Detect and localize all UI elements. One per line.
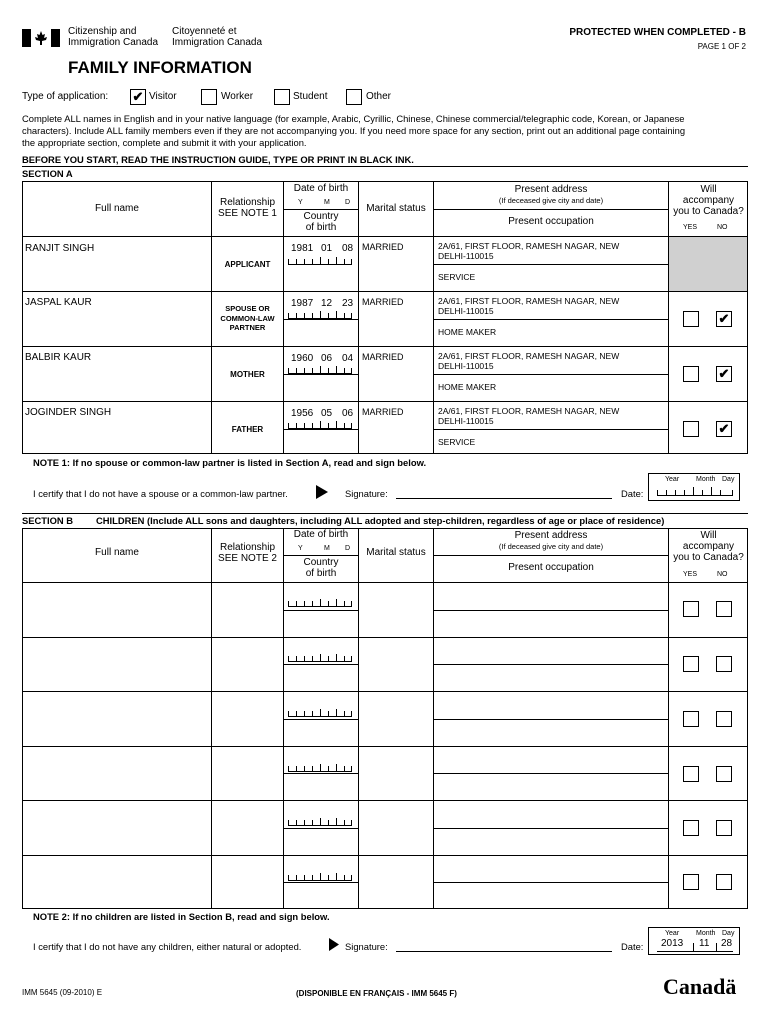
note-1-signature-line[interactable] (396, 498, 612, 499)
row2-address-2: DELHI-110015 (438, 306, 494, 316)
visitor-checkbox[interactable]: ✔ (130, 89, 146, 105)
b-row1-will-no-checkbox[interactable] (716, 601, 732, 617)
header-will (669, 184, 748, 217)
b-header-address-note: (If deceased give city and date) (498, 542, 604, 551)
note-1-date-month-label: Month (696, 476, 716, 483)
b-row4-will-no-checkbox[interactable] (716, 766, 732, 782)
instructions (22, 113, 748, 149)
b-header-d: D (345, 545, 351, 552)
b-header-country-2: of birth (305, 568, 337, 579)
page-number: PAGE 1 OF 2 (697, 42, 746, 51)
row1-address-2: DELHI-110015 (438, 251, 494, 261)
row4-will-no-checkbox[interactable]: ✔ (716, 421, 732, 437)
other-label: Other (366, 91, 392, 102)
note-2-date-month: 11 (699, 938, 710, 949)
b-header-relationship-2: SEE NOTE 2 (218, 553, 277, 564)
row1-dob-ticks (288, 258, 352, 265)
applicant-will-shaded (669, 237, 747, 291)
note-1: NOTE 1: If no spouse or common-law partner is listed in Section A, read and sign below. (33, 457, 427, 468)
note-2-date-year-label: Year (665, 930, 680, 937)
note-1-date-box[interactable] (648, 473, 740, 501)
header-m: M (324, 199, 330, 206)
instruction-line-2: characters). Include ALL family members even if they are not accompanying you. If you need more space for any section, print out an additional page containing (22, 125, 686, 136)
instruction-line-3: the appropriate section, complete and submit it with your application. (22, 137, 307, 148)
b-row4-will-yes-checkbox[interactable] (683, 766, 699, 782)
b-row2-will-no-checkbox[interactable] (716, 656, 732, 672)
header-occupation: Present occupation (508, 216, 594, 227)
row3-address-1: 2A/61, FIRST FLOOR, RAMESH NAGAR, NEW (438, 351, 620, 361)
section-b-subtitle: CHILDREN (Include ALL sons and daughters, including ALL adopted and step-children, regardless of age or place of residence) (96, 515, 665, 526)
canada-flag-icon (22, 29, 60, 47)
header-will-1: Will (700, 184, 717, 195)
note-2-signature-line[interactable] (396, 951, 612, 952)
form-id: IMM 5645 (09-2010) E (22, 988, 103, 997)
dept-fr-line2: Immigration Canada (172, 37, 263, 48)
b-header-address: Present address (514, 530, 588, 541)
row2-relationship (212, 304, 283, 333)
note-1-date-year-label: Year (665, 476, 680, 483)
note-2-certify: I certify that I do not have any children, either natural or adopted. (33, 941, 302, 952)
b-row4-dob-ticks[interactable] (288, 765, 352, 772)
header-no: NO (717, 224, 728, 231)
header-will-3: you to Canada? (673, 206, 744, 217)
row2-dob-d[interactable]: 23 (342, 298, 354, 309)
note-1-signature-label: Signature: (345, 488, 388, 499)
other-checkbox[interactable] (346, 89, 362, 105)
worker-checkbox[interactable] (201, 89, 217, 105)
b-header-yes: YES (683, 571, 698, 578)
row1-marital[interactable]: MARRIED (362, 242, 404, 252)
b-row3-dob-ticks[interactable] (288, 710, 352, 717)
row4-dob-ticks (288, 422, 352, 429)
b-header-full-name: Full name (95, 547, 139, 558)
b-row6-dob-ticks[interactable] (288, 874, 352, 881)
header-country (284, 211, 358, 233)
b-header-will-1: Will (700, 530, 717, 541)
b-row3-will-yes-checkbox[interactable] (683, 711, 699, 727)
note-1-certify: I certify that I do not have a spouse or a common-law partner. (33, 488, 288, 499)
note-2-date-day-label: Day (722, 930, 735, 937)
row2-dob-ticks (288, 312, 352, 319)
note-2-date-year: 2013 (661, 938, 684, 949)
row4-address-1: 2A/61, FIRST FLOOR, RAMESH NAGAR, NEW (438, 406, 620, 416)
b-row5-dob-ticks[interactable] (288, 819, 352, 826)
row3-occupation[interactable]: HOME MAKER (438, 382, 497, 392)
b-header-relationship-1: Relationship (219, 542, 276, 553)
b-header-m: M (324, 545, 330, 552)
instruction-line-1: Complete ALL names in English and in your native language (for example, Arabic, Cyrillic, Chinese, Chinese commercial/telegraphic code, Korean, or Japanese (22, 113, 685, 124)
header-y: Y (298, 199, 303, 206)
row2-address[interactable] (438, 296, 619, 316)
note-1-date-ticks (657, 489, 733, 496)
b-header-country-1: Country (303, 557, 339, 568)
row3-dob-ticks (288, 367, 352, 374)
row2-marital[interactable]: MARRIED (362, 297, 404, 307)
header-relationship-2: SEE NOTE 1 (218, 208, 277, 219)
note-2-date-label: Date: (621, 941, 644, 952)
row4-dob-m[interactable]: 05 (321, 408, 333, 419)
note-2-date-day: 28 (721, 938, 733, 949)
dept-en-line2: Immigration Canada (68, 37, 159, 48)
row3-dob-d[interactable]: 04 (342, 353, 354, 364)
instruction-bold: BEFORE YOU START, READ THE INSTRUCTION GUIDE, TYPE OR PRINT IN BLACK INK. (22, 154, 414, 165)
row4-dob-d[interactable]: 06 (342, 408, 354, 419)
row3-will-yes-checkbox[interactable] (683, 366, 699, 382)
protected-label: PROTECTED WHEN COMPLETED - B (569, 27, 746, 38)
section-b-title-text: SECTION B (22, 515, 74, 526)
note-2-date-box[interactable] (648, 927, 740, 955)
arrow-right-icon (316, 485, 328, 499)
row1-occupation[interactable]: SERVICE (438, 272, 476, 282)
b-row2-dob-ticks[interactable] (288, 655, 352, 662)
row3-dob-m[interactable]: 06 (321, 353, 333, 364)
b-header-no: NO (717, 571, 728, 578)
b-row1-dob-ticks[interactable] (288, 600, 352, 607)
section-a-title: SECTION A (22, 168, 73, 179)
b-row5-will-no-checkbox[interactable] (716, 820, 732, 836)
b-row3-will-no-checkbox[interactable] (716, 711, 732, 727)
row3-marital[interactable]: MARRIED (362, 352, 404, 362)
row2-occupation[interactable]: HOME MAKER (438, 327, 497, 337)
header-yes: YES (683, 224, 698, 231)
row1-address[interactable] (438, 241, 619, 261)
row2-will-yes-checkbox[interactable] (683, 311, 699, 327)
department-name-french (172, 26, 262, 48)
note-1-date-label: Date: (621, 488, 644, 499)
row4-occupation[interactable]: SERVICE (438, 437, 476, 447)
header-marital: Marital status (366, 203, 426, 214)
row1-address-1: 2A/61, FIRST FLOOR, RAMESH NAGAR, NEW (438, 241, 620, 251)
row2-rel-3: PARTNER (229, 323, 266, 332)
french-availability: (DISPONIBLE EN FRANÇAIS - IMM 5645 F) (296, 989, 457, 998)
row3-address-2: DELHI-110015 (438, 361, 494, 371)
visitor-label: Visitor (149, 91, 177, 102)
canada-wordmark: Canadä (663, 974, 737, 999)
b-header-will (669, 530, 748, 563)
note-2-date-month-label: Month (696, 930, 716, 937)
header-country-2: of birth (305, 222, 337, 233)
row3-address[interactable] (438, 351, 619, 371)
row3-name[interactable]: BALBIR KAUR (25, 352, 92, 363)
header-country-1: Country (303, 211, 339, 222)
dept-en-line1: Citizenship and (68, 26, 137, 37)
row4-will-yes-checkbox[interactable] (683, 421, 699, 437)
row3-dob-y[interactable]: 1960 (291, 353, 314, 364)
arrow-right-icon-2 (329, 938, 339, 951)
note-2: NOTE 2: If no children are listed in Section B, read and sign below. (33, 911, 330, 922)
row4-address[interactable] (438, 406, 619, 426)
header-d: D (345, 199, 351, 206)
note-1-date-day-label: Day (722, 476, 735, 483)
header-relationship (212, 197, 283, 219)
row3-relationship: MOTHER (230, 370, 265, 379)
row4-name[interactable]: JOGINDER SINGH (25, 407, 112, 418)
b-header-will-2: accompany (682, 541, 735, 552)
row4-dob-y[interactable]: 1956 (291, 408, 314, 419)
header-dob: Date of birth (293, 183, 349, 194)
b-row1-will-yes-checkbox[interactable] (683, 601, 699, 617)
row4-marital[interactable]: MARRIED (362, 407, 404, 417)
b-header-will-3: you to Canada? (673, 552, 744, 563)
row2-name[interactable]: JASPAL KAUR (25, 297, 92, 308)
row3-will-no-checkbox[interactable]: ✔ (716, 366, 732, 382)
b-row6-will-yes-checkbox[interactable] (683, 874, 699, 890)
b-row5-will-yes-checkbox[interactable] (683, 820, 699, 836)
row2-rel-2: COMMON-LAW (220, 313, 275, 323)
student-label: Student (293, 91, 328, 102)
dept-fr-line1: Citoyenneté et (172, 26, 237, 37)
row1-dob-d[interactable]: 08 (342, 243, 354, 254)
department-name-english (68, 26, 158, 48)
note-2-signature-label: Signature: (345, 941, 388, 952)
page-title: FAMILY INFORMATION (68, 58, 252, 77)
header-address: Present address (514, 184, 588, 195)
row1-name[interactable]: RANJIT SINGH (25, 243, 95, 254)
row2-address-1: 2A/61, FIRST FLOOR, RAMESH NAGAR, NEW (438, 296, 620, 306)
header-full-name: Full name (95, 203, 139, 214)
application-type-label: Type of application: (22, 91, 109, 102)
row2-dob-m[interactable]: 12 (321, 298, 333, 309)
row4-address-2: DELHI-110015 (438, 416, 494, 426)
row2-will-no-checkbox[interactable]: ✔ (716, 311, 732, 327)
b-row6-will-no-checkbox[interactable] (716, 874, 732, 890)
row2-dob-y[interactable]: 1987 (291, 298, 314, 309)
b-header-relationship (212, 542, 283, 564)
header-address-note: (If deceased give city and date) (498, 196, 604, 205)
b-header-country (284, 557, 358, 579)
header-relationship-1: Relationship (219, 197, 276, 208)
row1-relationship: APPLICANT (224, 260, 271, 269)
row1-dob-y[interactable]: 1981 (291, 243, 314, 254)
b-header-y: Y (298, 545, 303, 552)
row4-relationship: FATHER (231, 425, 264, 434)
b-header-occupation: Present occupation (508, 562, 594, 573)
row1-dob-m[interactable]: 01 (321, 243, 333, 254)
row2-rel-1: SPOUSE OR (225, 304, 270, 313)
b-row2-will-yes-checkbox[interactable] (683, 656, 699, 672)
student-checkbox[interactable] (274, 89, 290, 105)
b-header-dob: Date of birth (293, 529, 349, 540)
worker-label: Worker (221, 91, 254, 102)
header-will-2: accompany (682, 195, 735, 206)
b-header-marital: Marital status (366, 547, 426, 558)
